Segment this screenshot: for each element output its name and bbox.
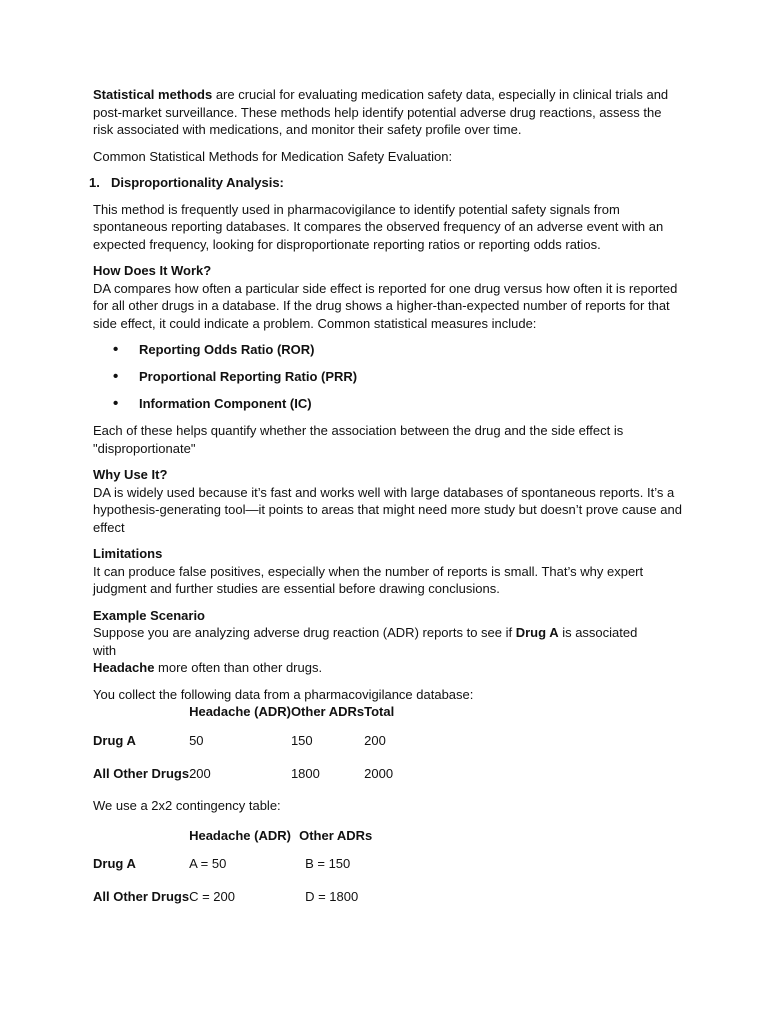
contingency-line: We use a 2x2 contingency table: xyxy=(93,797,281,813)
table-header-cell: Other ADRs xyxy=(290,704,365,719)
table-header-cell xyxy=(93,827,189,845)
section-1-heading xyxy=(89,174,683,192)
table-header-row xyxy=(93,827,405,845)
bullet-icon: • xyxy=(113,341,119,358)
table-cell: 200 xyxy=(364,732,386,748)
example-drug-name: Drug A xyxy=(515,625,559,640)
example-paragraph xyxy=(93,624,683,677)
bullet-icon: • xyxy=(113,395,119,412)
table-row-label: Drug A xyxy=(93,855,136,871)
how-it-works-body: DA compares how often a particular side effect is reported for one drug versus how often it is reported for all other drugs in a database. If the drug shows a higher-than-expected number of reports for that side effect, it could indicate a problem. Common statistical measures include: xyxy=(93,280,678,331)
example-line1-pre: Suppose you are analyzing adverse drug reaction (ADR) reports to see if xyxy=(93,625,516,640)
intro-lead-bold: Statistical methods xyxy=(93,87,213,102)
table-cell: 200 xyxy=(189,766,211,781)
collect-line: You collect the following data from a pharmacovigilance database: xyxy=(93,686,474,702)
measure-label: Proportional Reporting Ratio (PRR) xyxy=(139,369,358,384)
table-row-label: All Other Drugs xyxy=(93,766,190,781)
table-cell: A = 50 xyxy=(189,855,227,871)
why-use-body: DA is widely used because it’s fast and works well with large databases of spontaneous reports. It’s a hypothesis-generating tool—it points to areas that might need more study but doesn’t prove cause and effect xyxy=(93,484,682,535)
table-cell: B = 150 xyxy=(305,855,351,871)
table-row xyxy=(93,749,394,783)
example-adr-name: Headache xyxy=(93,660,155,675)
why-use-heading: Why Use It? xyxy=(93,467,168,482)
example-heading: Example Scenario xyxy=(93,607,205,623)
limitations-heading: Limitations xyxy=(93,546,163,561)
measures-note: Each of these helps quantify whether the association between the drug and the side effect is "disproportionate" xyxy=(93,423,624,456)
section-1-title: Disproportionality Analysis: xyxy=(111,175,284,190)
bullet-icon: • xyxy=(113,368,119,385)
example-line3-post: more often than other drugs. xyxy=(154,660,323,675)
section-1-number: 1. xyxy=(89,175,100,190)
table-row-label: Drug A xyxy=(93,732,136,748)
table-header-cell xyxy=(93,703,189,721)
common-methods-line: Common Statistical Methods for Medication Safety Evaluation: xyxy=(93,148,453,164)
table-row xyxy=(93,845,405,873)
example-line1-post: is associated xyxy=(558,625,638,640)
measures-list xyxy=(93,341,683,413)
table-header-cell: Other ADRs xyxy=(299,828,373,843)
limitations-body: It can produce false positives, especially when the number of reports is small. That’s why expert judgment and further studies are essential before drawing conclusions. xyxy=(93,563,644,596)
measure-label: Reporting Odds Ratio (ROR) xyxy=(139,342,315,357)
document-page xyxy=(89,86,683,906)
table-cell: 150 xyxy=(290,732,313,748)
table-cell: D = 1800 xyxy=(305,889,359,904)
adr-data-table xyxy=(93,703,394,783)
list-item xyxy=(93,341,683,359)
intro-paragraph xyxy=(93,86,683,139)
table-row xyxy=(93,721,394,750)
list-item xyxy=(93,395,683,413)
table-header-cell: Headache (ADR) xyxy=(189,828,291,843)
table-cell: 2000 xyxy=(364,766,394,781)
table-header-cell: Total xyxy=(364,704,395,719)
list-item xyxy=(93,368,683,386)
table-header-cell: Headache (ADR) xyxy=(189,704,291,719)
table-cell: 50 xyxy=(189,732,204,748)
table-row xyxy=(93,872,405,906)
intro-lead-rest: are crucial for evaluating medication safety data, especially in clinical trials and post-market surveillance. These methods help identify potential adverse drug reactions, assess the risk associated with medications, and monitor their safety profile over time. xyxy=(93,87,669,137)
contingency-table xyxy=(93,827,405,906)
table-header-row xyxy=(93,703,394,721)
table-row-label: All Other Drugs xyxy=(93,889,190,904)
section-1-description: This method is frequently used in pharmacovigilance to identify potential safety signals from spontaneous reporting databases. It compares the observed frequency of an adverse event with an expected frequency, looking for disproportionate reporting ratios or reporting odds ratios. xyxy=(93,201,664,252)
how-it-works-heading: How Does It Work? xyxy=(93,263,212,278)
example-line2: with xyxy=(93,642,117,658)
measure-label: Information Component (IC) xyxy=(139,396,312,411)
table-cell: C = 200 xyxy=(189,889,235,904)
table-cell: 1800 xyxy=(290,766,320,781)
